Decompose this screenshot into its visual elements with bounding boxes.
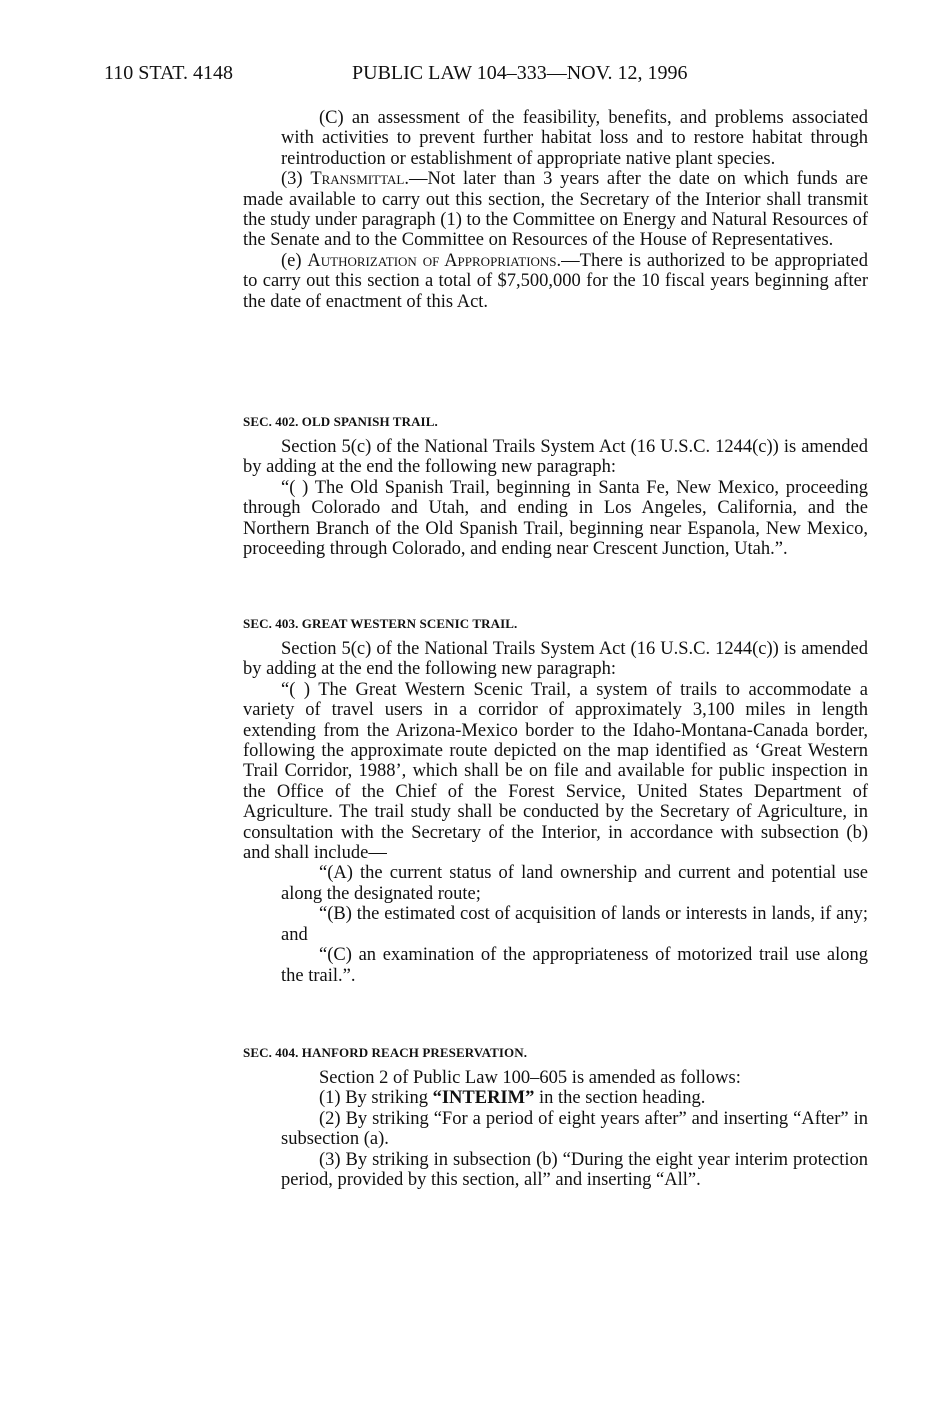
sec-403-item-b: “(B) the estimated cost of acquisition of lands or interests in lands, if any; and [281, 904, 868, 945]
sec-404-item-3: (3) By striking in subsection (b) “During the eight year interim protection period, provided by this section, all” and inserting “All”. [281, 1149, 868, 1191]
running-head: PUBLIC LAW 104–333—NOV. 12, 1996 [352, 62, 688, 84]
sec-403-item-c: “(C) an examination of the appropriateness of motorized trail use along the trail.”. [281, 945, 868, 986]
sec-403-intro: Section 5(c) of the National Trails System Act (16 U.S.C. 1244(c)) is amended by adding at the end the following new paragraph: [243, 639, 868, 680]
sec-402-body [243, 437, 868, 559]
continued-subsection [243, 108, 868, 312]
sec-403-amendment: “( ) The Great Western Scenic Trail, a system of trails to accommodate a variety of travel users in a corridor of approximately 3,100 miles in length extending from the Arizona-Mexico border to the Idaho-Montana-Canada border, following the approximate route depicted on the map identified as ‘Great Western Trail Corridor, 1988’, which shall be on file and available for public inspection in the Office of the Chief of the Forest Service, United States Department of Agriculture. The trail study shall be conducted by the Secretary of Agriculture, in consultation with the Secretary of the Interior, in accordance with subsection (b) and shall include— [243, 679, 868, 864]
authorization-number: (e) [281, 250, 308, 271]
sec-402-amendment: “( ) The Old Spanish Trail, beginning in Santa Fe, New Mexico, proceeding through Colorado and Utah, and ending in Los Angeles, California, and the Northern Branch of the Old Spanish Trail, beginning near Espanola, New Mexico, proceeding through Colorado, and ending near Crescent Junction, Utah.”. [243, 477, 868, 560]
transmittal-body: —Not later than 3 years after the date on which funds are made available to carry out this section, the Secretary of the Interior shall transmit the study under paragraph (1) to the Committee on Energy and Natural Resources of the Senate and to the Committee on Resources of the House of Representatives. [243, 169, 868, 251]
authorization-heading: Authorization of Appropriations. [307, 250, 562, 271]
sec-402-heading: SEC. 402. OLD SPANISH TRAIL. [243, 414, 438, 429]
transmittal-number: (3) [281, 169, 311, 190]
sec-404-body [243, 1068, 868, 1190]
transmittal-heading: Transmittal. [310, 169, 409, 190]
item-1-struck-word: “INTERIM” [432, 1088, 535, 1109]
sec-403-item-a: “(A) the current status of land ownership and current and potential use along the designated route; [281, 863, 868, 904]
sec-403-heading: SEC. 403. GREAT WESTERN SCENIC TRAIL. [243, 616, 518, 631]
authorization-body: —There is authorized to be appropriated to carry out this section a total of $7,500,000 for the 10 fiscal years beginning after the date of enactment of this Act. [243, 250, 868, 312]
item-1-lead: (1) By striking [319, 1088, 433, 1109]
sec-403-body [243, 639, 868, 986]
paragraph-authorization [243, 251, 868, 312]
item-1-tail: in the section heading. [534, 1088, 706, 1109]
paragraph-c: (C) an assessment of the feasibility, benefits, and problems associated with activities to prevent further habitat loss and to restore habitat through reintroduction or establishment of appropriate native plant species. [281, 108, 868, 169]
sec-404-heading: SEC. 404. HANFORD REACH PRESERVATION. [243, 1045, 528, 1060]
sec-404-item-1 [243, 1088, 868, 1108]
stat-citation: 110 STAT. 4148 [104, 62, 233, 84]
paragraph-transmittal [243, 169, 868, 251]
sec-402-intro: Section 5(c) of the National Trails System Act (16 U.S.C. 1244(c)) is amended by adding at the end the following new paragraph: [243, 437, 868, 478]
sec-404-intro: Section 2 of Public Law 100–605 is amended as follows: [319, 1068, 741, 1088]
sec-404-item-2: (2) By striking “For a period of eight years after” and inserting “After” in subsection (a). [281, 1108, 868, 1150]
